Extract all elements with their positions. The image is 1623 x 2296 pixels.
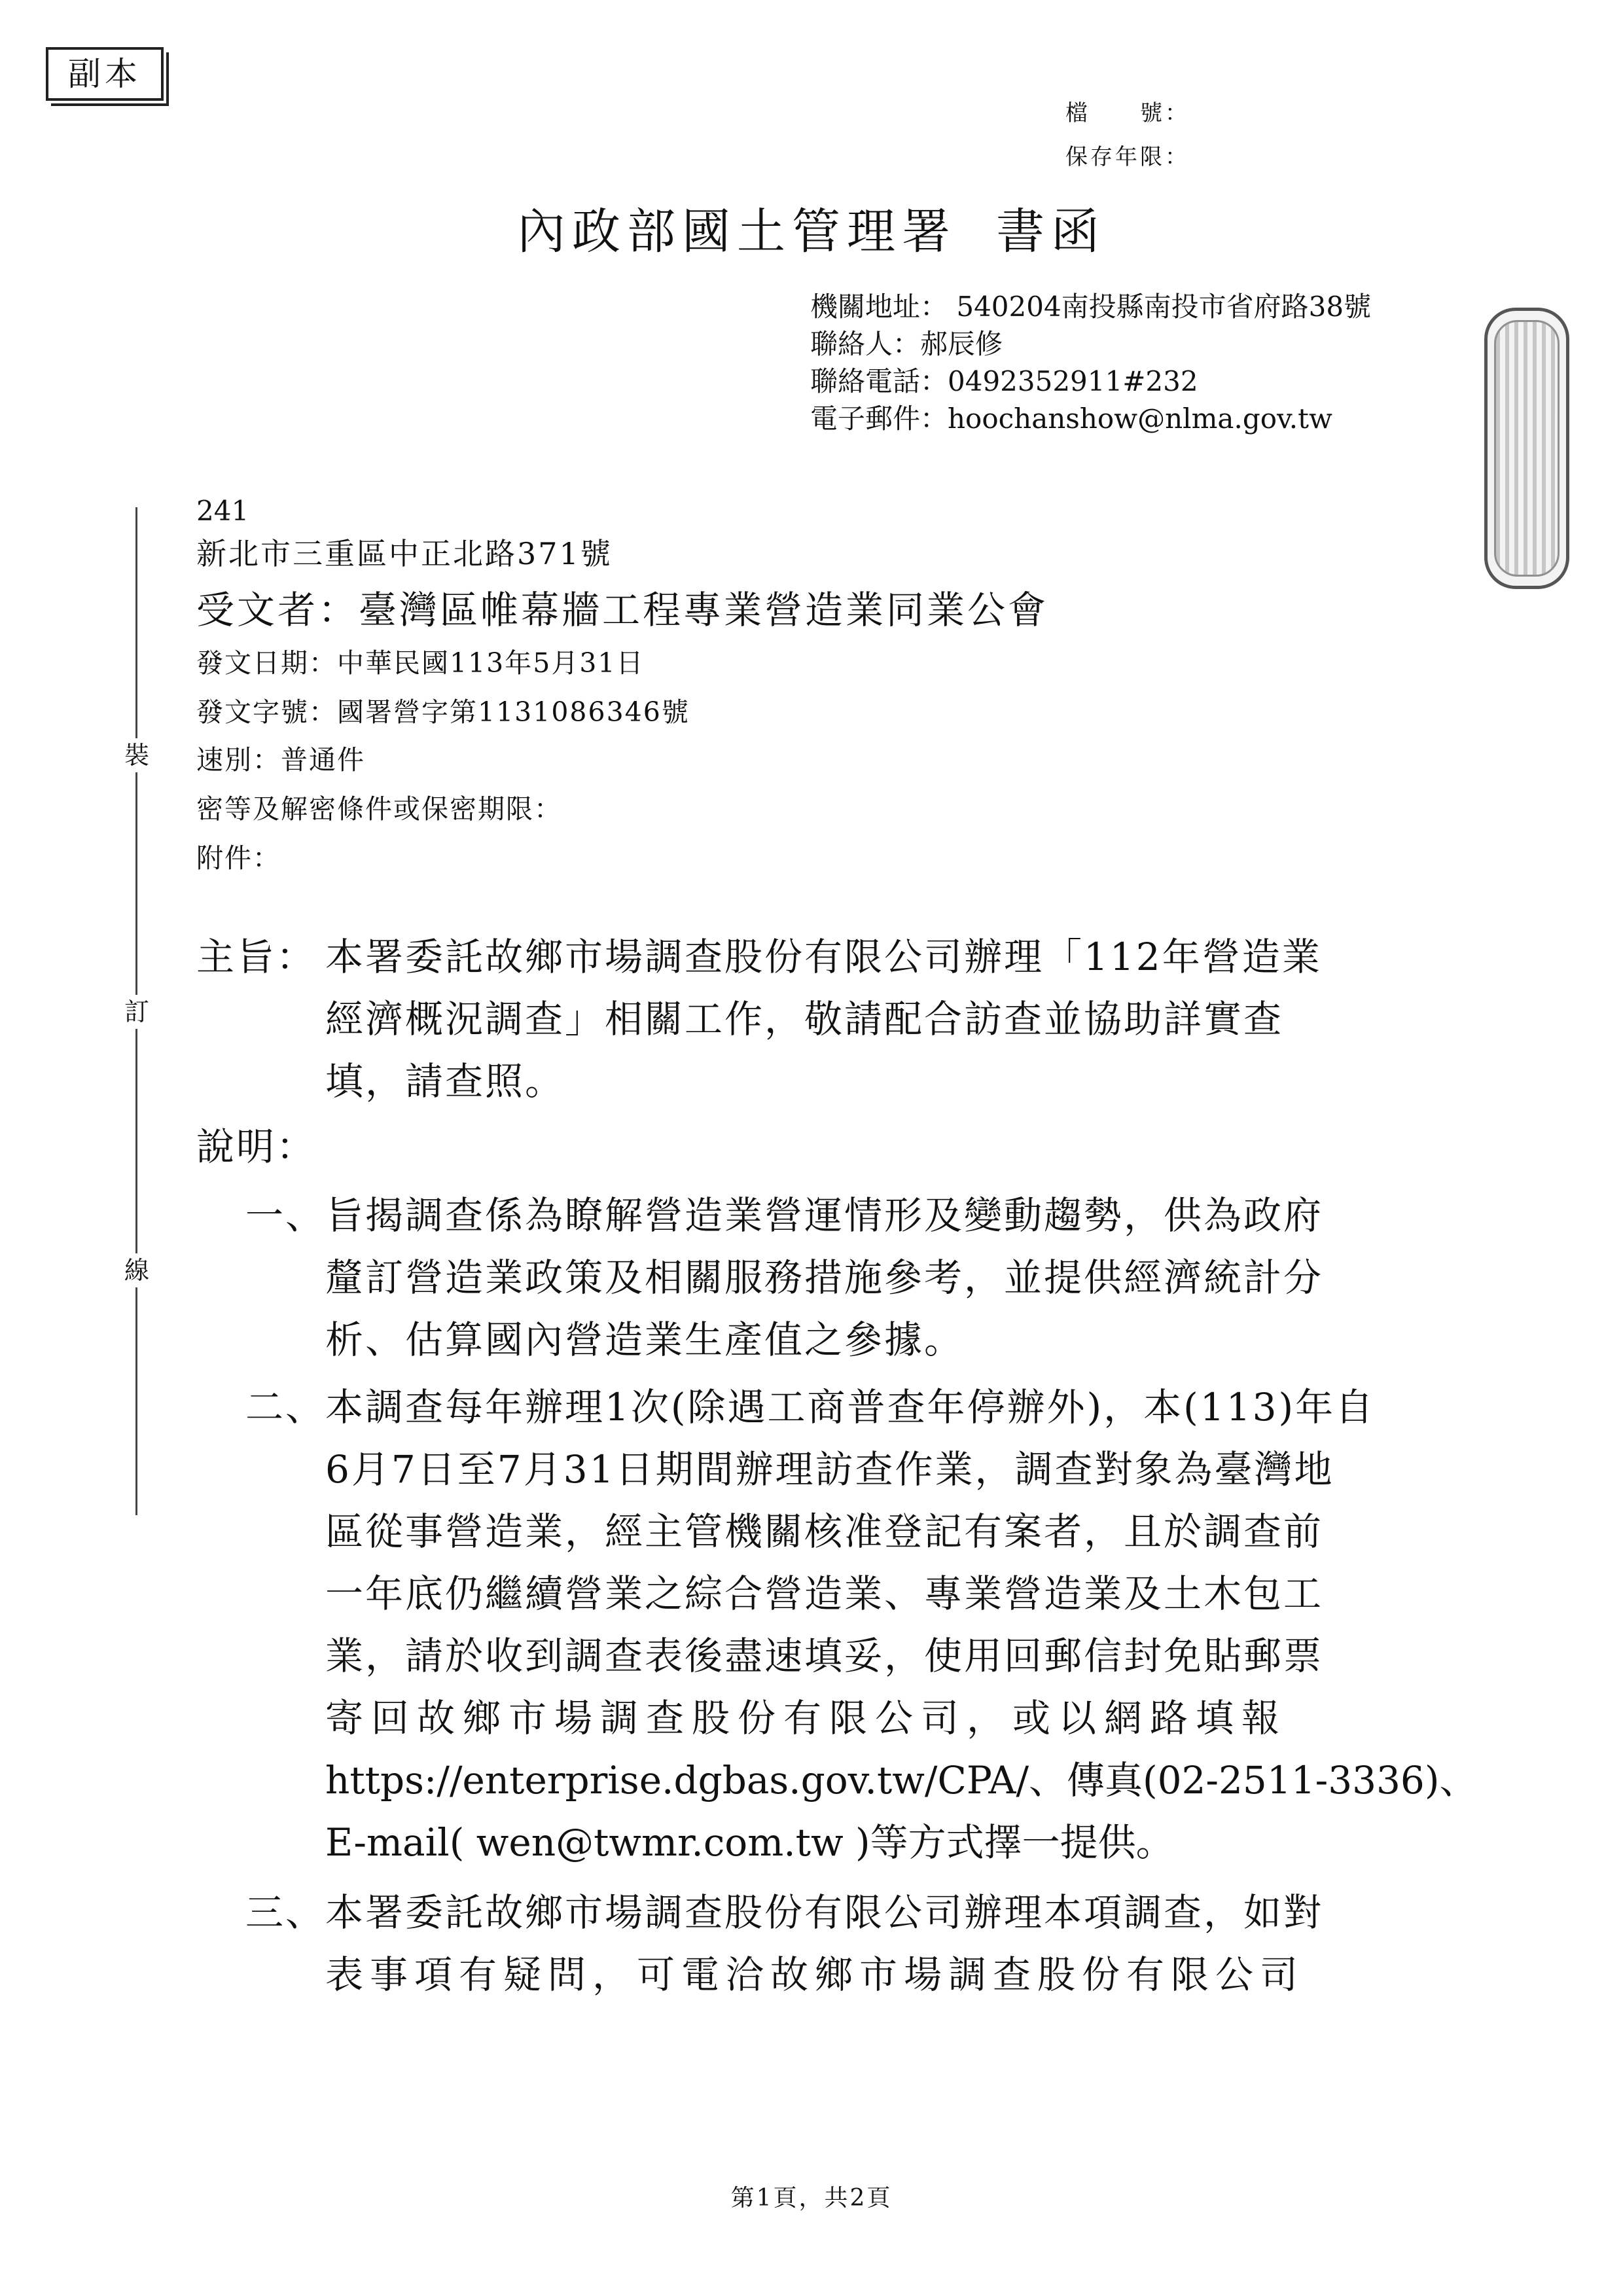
security-classification: 密等及解密條件或保密期限： xyxy=(196,793,562,825)
item-line: 表事項有疑問，可電洽故鄉市場調查股份有限公司 xyxy=(325,1952,1305,1997)
subject-label: 主旨： xyxy=(196,935,317,979)
item-line: 本調查每年辦理1次(除遇工商普查年停辦外)，本(113)年自 xyxy=(325,1385,1376,1429)
title-doc-type: 書函 xyxy=(996,204,1106,260)
recipient-zip: 241 xyxy=(196,495,249,527)
explanation-label: 說明： xyxy=(196,1124,317,1169)
subject-line: 填，請查照。 xyxy=(325,1059,565,1103)
binding-char-xian: 線 xyxy=(123,1253,151,1287)
recipient-name: 受文者：臺灣區帷幕牆工程專業營造業同業公會 xyxy=(196,588,1049,632)
item-marker: 一、 xyxy=(245,1193,326,1238)
agency-address: 機關地址： 540204南投縣南投市省府路38號 xyxy=(810,291,1372,323)
file-number-label: 檔 號： xyxy=(1065,100,1190,126)
agency-contact-person: 聯絡人：郝辰修 xyxy=(810,328,1003,360)
item-line: E-mail( wen@twmr.com.tw )等方式擇一提供。 xyxy=(325,1820,1174,1865)
item-line: 釐訂營造業政策及相關服務措施參考，並提供經濟統計分 xyxy=(325,1255,1324,1300)
document-title xyxy=(517,193,1106,262)
item-line: 6月7日至7月31日期間辦理訪查作業，調查對象為臺灣地 xyxy=(325,1447,1334,1492)
attachment: 附件： xyxy=(196,842,281,874)
agency-email: 電子郵件：hoochanshow@nlma.gov.tw xyxy=(810,403,1332,435)
item-line: https://enterprise.dgbas.gov.tw/CPA/、傳真(02-2511-3336)、 xyxy=(325,1758,1478,1803)
item-line: 析、估算國內營造業生產值之參據。 xyxy=(325,1318,965,1362)
item-marker: 三、 xyxy=(245,1890,326,1935)
issue-date: 發文日期：中華民國113年5月31日 xyxy=(196,647,645,679)
title-agency: 內政部國土管理署 xyxy=(517,204,957,260)
item-line: 本署委託故鄉市場調查股份有限公司辦理本項調查，如對 xyxy=(325,1890,1324,1935)
item-line: 業，請於收到調查表後盡速填妥，使用回郵信封免貼郵票 xyxy=(325,1634,1324,1678)
item-marker: 二、 xyxy=(245,1385,326,1429)
item-line: 區從事營造業，經主管機關核准登記有案者，且於調查前 xyxy=(325,1509,1324,1554)
agency-contact-block xyxy=(810,288,1371,437)
item-line: 旨揭調查係為瞭解營造業營運情形及變動趨勢，供為政府 xyxy=(325,1193,1324,1238)
priority: 速別：普通件 xyxy=(196,744,365,776)
agency-phone: 聯絡電話：0492352911#232 xyxy=(810,365,1198,397)
subject-line: 經濟概況調查」相關工作，敬請配合訪查並協助詳實查 xyxy=(325,997,1284,1041)
binding-char-ding: 訂 xyxy=(123,995,151,1029)
page-number-footer: 第1頁，共2頁 xyxy=(730,2185,893,2212)
recipient-address: 新北市三重區中正北路371號 xyxy=(196,536,613,571)
subject-line: 本署委託故鄉市場調查股份有限公司辦理「112年營造業 xyxy=(325,935,1322,979)
official-seal-stamp xyxy=(1484,308,1569,589)
item-line: 一年底仍繼續營業之綜合營造業、專業營造業及土木包工 xyxy=(325,1571,1324,1616)
binding-char-zhuang: 裝 xyxy=(123,738,151,772)
copy-stamp: 副本 xyxy=(46,47,164,101)
retention-period-label: 保存年限： xyxy=(1065,144,1190,170)
document-number: 發文字號：國署營字第1131086346號 xyxy=(196,696,690,728)
item-line: 寄回故鄉市場調查股份有限公司，或以網路填報 xyxy=(325,1696,1288,1740)
